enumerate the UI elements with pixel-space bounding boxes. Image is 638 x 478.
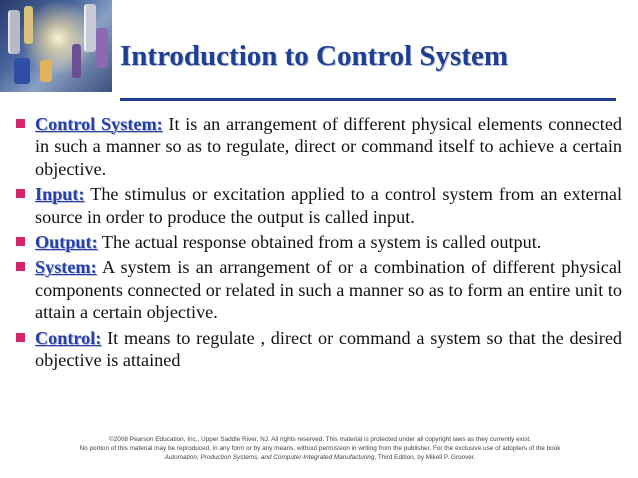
slide-title: Introduction to Control System <box>120 40 509 72</box>
book-edition: , Third Edition, by Mikell P. Groover. <box>374 454 476 461</box>
term-label: System: <box>35 257 97 278</box>
definition-text: It is an arrangement of different physical elements connected in such a manner so as to regulate, direct or command itself to achieve a certain objective. <box>35 114 622 179</box>
definition-text: The actual response obtained from a system is called output. <box>97 232 542 253</box>
square-bullet-icon <box>16 237 25 246</box>
footer-line: No portion of this material may be reproduced, in any form or by any means, without permission in writing from the publisher. For the exclusive use of adopters of the book <box>79 445 561 452</box>
definition-text: It means to regulate , direct or command a system so that the desired objective is attained <box>35 327 622 371</box>
bullet-item <box>14 183 622 228</box>
electronics-photo <box>0 0 112 92</box>
capacitor-shape <box>24 6 33 44</box>
bullet-item <box>14 256 622 323</box>
definition-text: A system is an arrangement of or a combination of different physical components connected or related in such a manner so as to form an entire unit to attain a certain objective. <box>35 257 622 323</box>
square-bullet-icon <box>16 333 25 342</box>
capacitor-shape <box>40 60 52 82</box>
bullet-item <box>14 113 622 180</box>
term-label: Control: <box>35 327 102 348</box>
capacitor-shape <box>84 4 96 52</box>
book-title: Automation, Production Systems, and Computer-Integrated Manufacturing <box>164 454 375 461</box>
capacitor-shape <box>8 10 20 54</box>
copyright-footer <box>30 435 610 462</box>
title-underline <box>120 98 616 101</box>
square-bullet-icon <box>16 119 25 128</box>
term-label: Input: <box>35 184 85 205</box>
bullet-item <box>14 231 622 253</box>
bullet-list <box>14 113 622 374</box>
footer-line <box>30 453 610 462</box>
capacitor-shape <box>96 28 108 68</box>
capacitor-shape <box>72 44 81 78</box>
definition-text: The stimulus or excitation applied to a control system from an external source in order to produce the output is called input. <box>35 184 622 227</box>
bullet-item <box>14 327 622 372</box>
footer-line: ©2008 Pearson Education, Inc., Upper Saddle River, NJ. All rights reserved. This material is protected under all copyright laws as they currently exist. <box>109 436 531 443</box>
square-bullet-icon <box>16 262 25 271</box>
square-bullet-icon <box>16 189 25 198</box>
term-label: Control System: <box>35 114 163 134</box>
term-label: Output: <box>35 232 98 253</box>
capacitor-shape <box>14 58 30 84</box>
